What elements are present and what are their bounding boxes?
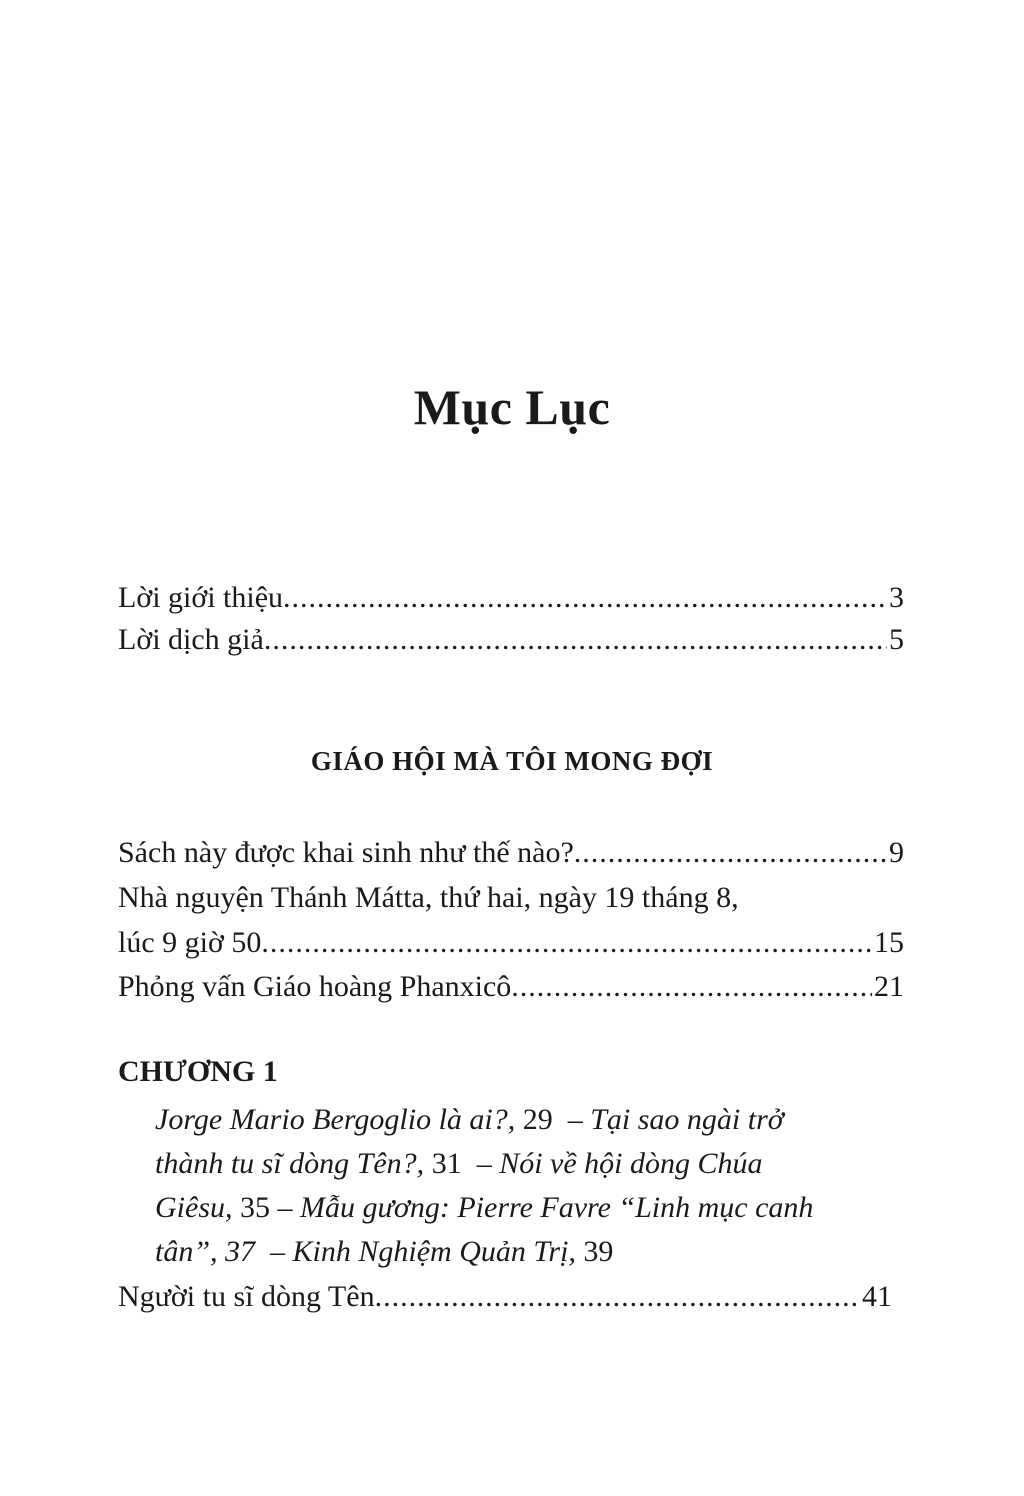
toc-entry-interview[interactable] — [118, 967, 904, 1007]
chapter-item-page: 39 — [583, 1235, 614, 1268]
chapter-item-title[interactable]: Kinh Nghiệm Quản Trị, — [292, 1235, 576, 1268]
section-heading: GIÁO HỘI MÀ TÔI MONG ĐỢI — [310, 746, 714, 776]
separator: – — [476, 1147, 492, 1180]
toc-entry-page: 41 — [860, 1277, 892, 1317]
toc-entry-page: 3 — [887, 578, 904, 618]
separator: – — [277, 1191, 293, 1224]
chapter-item-title[interactable]: Giêsu, — [155, 1191, 233, 1224]
toc-entry-label: lúc 9 giờ 50 — [118, 926, 262, 959]
toc-entry-chapel-line1[interactable]: Nhà nguyện Thánh Mátta, thứ hai, ngày 19 tháng 8, — [118, 881, 739, 914]
toc-entry-jesuit[interactable] — [118, 1277, 892, 1317]
dot-leader — [375, 1280, 892, 1313]
toc-entry-label: Lời dịch giả — [118, 623, 264, 656]
toc-entry-label: Phỏng vấn Giáo hoàng Phanxicô — [118, 970, 512, 1003]
page-title: Mục Lục — [413, 379, 611, 435]
toc-entry-label: Sách này được khai sinh như thế nào? — [118, 836, 574, 869]
toc-entry-chapel[interactable] — [118, 923, 904, 963]
chapter-items-line-3 — [155, 1188, 813, 1228]
chapter-item-page: 29 — [522, 1103, 553, 1136]
chapter-item-title[interactable]: tân”, — [155, 1235, 218, 1268]
toc-entry-intro[interactable] — [118, 578, 904, 618]
chapter-heading: CHƯƠNG 1 — [118, 1055, 278, 1088]
toc-entry-page: 15 — [872, 923, 904, 963]
chapter-item-title[interactable]: Tại sao ngài trở — [590, 1103, 784, 1136]
dot-leader — [283, 581, 904, 614]
dot-leader — [574, 836, 904, 869]
chapter-items-line-4 — [155, 1232, 613, 1272]
chapter-item-title[interactable]: Nói về hội dòng Chúa — [499, 1147, 763, 1180]
separator: – — [270, 1235, 286, 1268]
chapter-item-title[interactable]: thành tu sĩ dòng Tên?, — [155, 1147, 425, 1180]
chapter-items-line-1 — [155, 1100, 784, 1140]
toc-entry-how-born[interactable] — [118, 833, 904, 873]
chapter-items-line-2 — [155, 1144, 763, 1184]
toc-entry-page: 5 — [887, 620, 904, 660]
chapter-item-page: 35 — [240, 1191, 270, 1224]
dot-leader — [264, 623, 904, 656]
dot-leader — [261, 926, 904, 959]
dot-leader — [511, 970, 904, 1003]
chapter-item-page: 31 — [431, 1147, 462, 1180]
toc-entry-label: Người tu sĩ dòng Tên — [118, 1280, 375, 1313]
toc-entry-page: 21 — [872, 967, 904, 1007]
toc-entry-label: Lời giới thiệu — [118, 581, 284, 614]
chapter-item-title[interactable]: Jorge Mario Bergoglio là ai?, — [155, 1103, 516, 1136]
chapter-item-page: 37 — [225, 1235, 256, 1268]
toc-entry-page: 9 — [887, 833, 904, 873]
toc-entry-translator[interactable] — [118, 620, 904, 660]
separator: – — [567, 1103, 583, 1136]
chapter-item-title[interactable]: Mẫu gương: Pierre Favre “Linh mục canh — [300, 1191, 814, 1224]
